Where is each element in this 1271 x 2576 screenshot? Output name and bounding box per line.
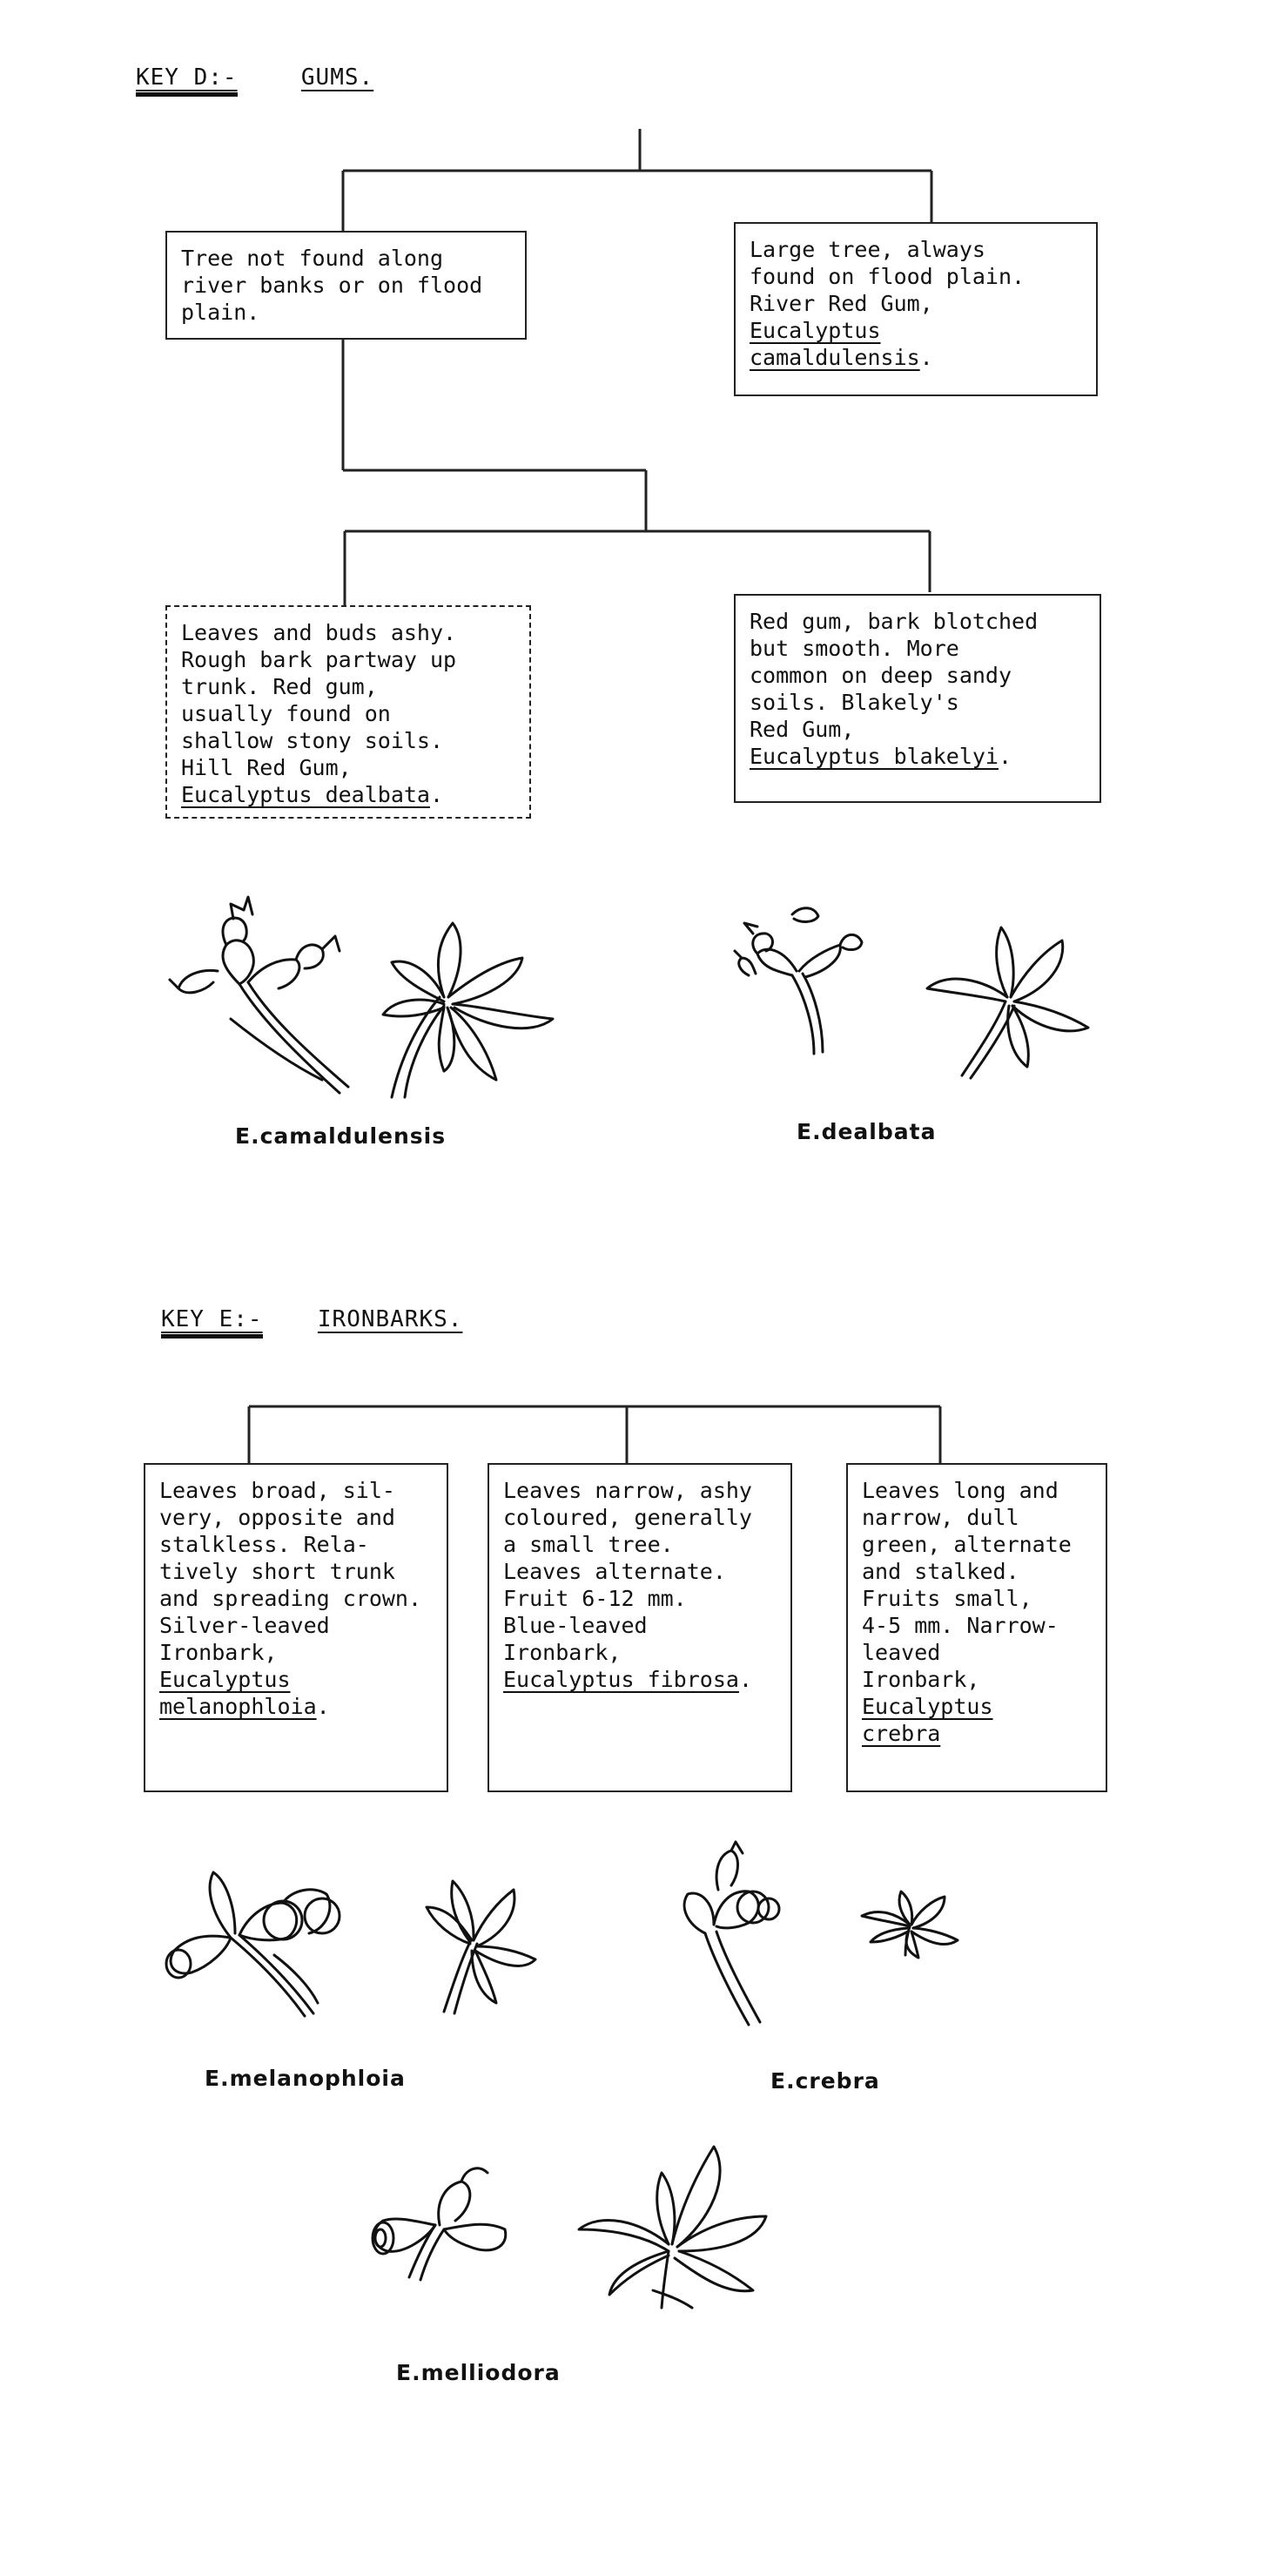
- box-line: Fruits small,: [862, 1586, 1032, 1611]
- caption-melliodora: E.melliodora: [396, 2360, 561, 2385]
- box-line: Silver-leaved: [159, 1613, 330, 1638]
- box-line: Ironbark,: [159, 1640, 278, 1665]
- scientific-name: camaldulensis: [750, 345, 920, 370]
- scientific-name-line: [181, 782, 443, 807]
- punctuation: .: [738, 1667, 752, 1692]
- box-not-river: [165, 231, 527, 340]
- key-e-label: KEY E:-: [161, 1306, 263, 1339]
- camaldulensis-bud-drawing: [165, 888, 366, 1102]
- crebra-bud-drawing: [666, 1838, 805, 2029]
- punctuation: .: [316, 1694, 330, 1719]
- scientific-name-line: [159, 1694, 330, 1719]
- camaldulensis-leaf-drawing: [374, 910, 566, 1102]
- punctuation: .: [429, 782, 444, 807]
- crebra-leaf-drawing: [857, 1890, 962, 1959]
- key-e-title: IRONBARKS.: [317, 1306, 463, 1332]
- box-line: Leaves alternate.: [503, 1559, 726, 1584]
- box-line: River Red Gum,: [750, 291, 933, 316]
- scientific-name: Eucalyptus: [750, 318, 881, 343]
- melliodora-leaf-drawing: [566, 2138, 775, 2312]
- box-river-red-gum: [734, 222, 1098, 396]
- melanophloia-bud-drawing: [144, 1855, 361, 2020]
- box-line: Leaves and buds ashy.: [181, 620, 457, 645]
- box-line: Ironbark,: [862, 1667, 980, 1692]
- melanophloia-leaf-drawing: [409, 1864, 540, 2016]
- box-line: river banks or on flood: [181, 273, 483, 298]
- dealbata-leaf-drawing: [918, 906, 1093, 1080]
- box-line: Ironbark,: [503, 1640, 622, 1665]
- punctuation: .: [919, 345, 933, 370]
- key-e-heading: [161, 1306, 462, 1332]
- dealbata-bud-drawing: [731, 897, 862, 1058]
- box-line: shallow stony soils.: [181, 728, 444, 753]
- box-blakely-red-gum: [734, 594, 1101, 803]
- box-line: very, opposite and: [159, 1505, 395, 1530]
- box-line: Red Gum,: [750, 717, 855, 742]
- scientific-name: melanophloia: [159, 1694, 317, 1719]
- box-line: Tree not found along: [181, 246, 444, 271]
- box-line: coloured, generally: [503, 1505, 752, 1530]
- box-line: a small tree.: [503, 1532, 674, 1557]
- box-line: Rough bark partway up: [181, 647, 457, 672]
- box-line: and spreading crown.: [159, 1586, 422, 1611]
- box-line: narrow, dull: [862, 1505, 1019, 1530]
- box-line: usually found on: [181, 701, 391, 726]
- box-blue-leaved-ironbark: [488, 1463, 792, 1792]
- box-line: plain.: [181, 300, 260, 325]
- box-line: and stalked.: [862, 1559, 1019, 1584]
- box-line: 4-5 mm. Narrow-: [862, 1613, 1059, 1638]
- punctuation: .: [998, 744, 1012, 769]
- box-hill-red-gum: [165, 605, 531, 819]
- box-line: Leaves narrow, ashy: [503, 1478, 752, 1503]
- scientific-name: Eucalyptus: [862, 1694, 993, 1719]
- box-line: but smooth. More: [750, 636, 959, 661]
- box-line: Fruit 6-12 mm.: [503, 1586, 687, 1611]
- key-d-title: GUMS.: [300, 64, 374, 91]
- melliodora-bud-drawing: [361, 2151, 518, 2282]
- scientific-name-line: [503, 1667, 752, 1692]
- scientific-name: Eucalyptus fibrosa: [503, 1667, 739, 1692]
- scientific-name: crebra: [862, 1721, 941, 1746]
- box-line: common on deep sandy: [750, 663, 1012, 688]
- caption-dealbata: E.dealbata: [797, 1119, 937, 1144]
- scientific-name: Eucalyptus: [159, 1667, 291, 1692]
- box-line: trunk. Red gum,: [181, 674, 378, 699]
- box-line: Leaves broad, sil-: [159, 1478, 395, 1503]
- scientific-name-line: [750, 345, 933, 370]
- box-line: Large tree, always: [750, 237, 985, 262]
- box-line: Hill Red Gum,: [181, 755, 352, 780]
- box-line: tively short trunk: [159, 1559, 395, 1584]
- caption-melanophloia: E.melanophloia: [205, 2066, 406, 2091]
- box-silver-leaved-ironbark: [144, 1463, 448, 1792]
- box-line: Blue-leaved: [503, 1613, 648, 1638]
- scientific-name: Eucalyptus dealbata: [181, 782, 430, 807]
- scientific-name: Eucalyptus blakelyi: [750, 744, 999, 769]
- box-line: soils. Blakely's: [750, 690, 959, 715]
- caption-crebra: E.crebra: [770, 2068, 880, 2094]
- box-line: Leaves long and: [862, 1478, 1059, 1503]
- box-line: green, alternate: [862, 1532, 1072, 1557]
- box-narrow-leaved-ironbark: [846, 1463, 1107, 1792]
- box-line: leaved: [862, 1640, 941, 1665]
- box-line: stalkless. Rela-: [159, 1532, 369, 1557]
- box-line: found on flood plain.: [750, 264, 1026, 289]
- key-d-label: KEY D:-: [136, 64, 238, 97]
- box-line: Red gum, bark blotched: [750, 609, 1039, 634]
- caption-camaldulensis: E.camaldulensis: [235, 1123, 447, 1149]
- scientific-name-line: [750, 744, 1012, 769]
